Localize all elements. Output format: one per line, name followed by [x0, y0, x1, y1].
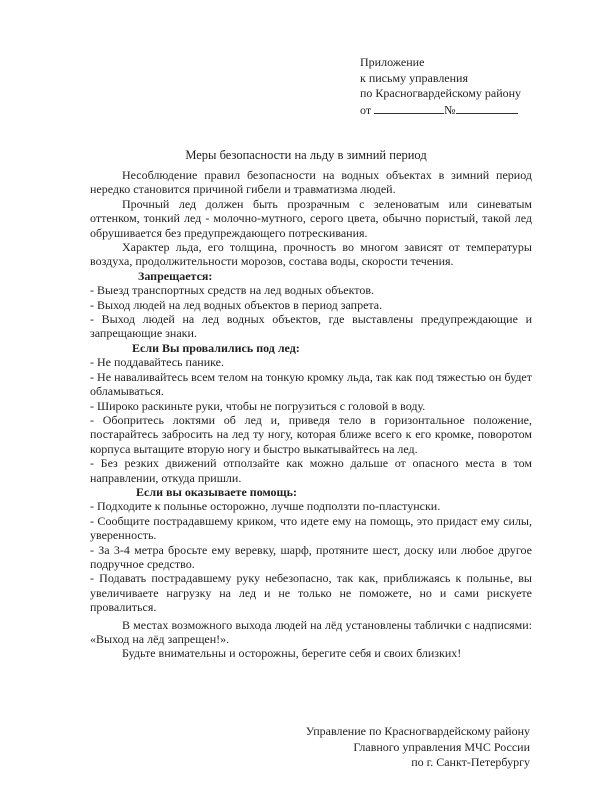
- intro-paragraph-1: Несоблюдение правил безопасности на водных объектах в зимний период нередко становится причиной гибели и травматизма людей.: [90, 168, 532, 197]
- fell-through-heading: Если Вы провалились под лед:: [132, 340, 300, 355]
- appendix-date-line: [360, 102, 600, 119]
- helping-item: - Подавать пострадавшему руку небезопасно, так как, приближаясь к полынье, вы увеличиваете нагрузку на лед и не только не поможете, но и сами рискуете провалиться.: [90, 571, 532, 615]
- document-title: Меры безопасности на льду в зимний период: [185, 148, 427, 162]
- signature-line-2: Главного управления МЧС России: [353, 739, 530, 754]
- intro-paragraph-2: Прочный лед должен быть прозрачным с зеленоватым или синеватым оттенком, тонкий лед - молочно-мутного, серого цвета, обычно пористый, такой лед обрушивается без предупреждающего потрескивания.: [90, 196, 532, 240]
- date-blank: [374, 102, 444, 114]
- signature-block: [306, 724, 530, 771]
- closing-paragraph-1: В местах возможного выхода людей на лёд установлены таблички с надписями: «Выход на лёд запрещен!».: [90, 617, 532, 646]
- number-blank: [456, 102, 518, 114]
- helping-item: - Сообщите пострадавшему криком, что идете ему на помощь, это придаст ему силы, уверенность.: [90, 513, 532, 543]
- intro-paragraph-3: Характер льда, его толщина, прочность во многом зависят от температуры воздуха, продолжительности морозов, состава воды, скорости течения.: [90, 240, 532, 269]
- prohibited-item: - Выход людей на лед водных объектов, где выставлены предупреждающие и запрещающие знаки.: [90, 312, 532, 341]
- appendix-line-1: Приложение: [360, 55, 425, 69]
- date-prefix: от: [360, 102, 372, 117]
- number-sign: №: [444, 102, 456, 117]
- prohibited-heading: Запрещается:: [138, 268, 213, 283]
- helping-item: - За 3-4 метра бросьте ему веревку, шарф, протяните шест, доску или любое другое подручное средство.: [90, 542, 532, 571]
- appendix-line-2: к письму управления: [360, 70, 468, 85]
- fell-through-item: - Без резких движений отползайте как можно дальше от опасного места в том направлении, откуда пришли.: [90, 456, 532, 485]
- document-body: [90, 168, 532, 661]
- prohibited-item: - Выход людей на лед водных объектов в период запрета.: [90, 297, 383, 312]
- fell-through-item: - Широко раскиньте руки, чтобы не погрузиться с головой в воду.: [90, 398, 426, 413]
- fell-through-item: - Не наваливайтесь всем телом на тонкую кромку льда, так как под тяжестью он будет обламываться.: [90, 369, 532, 399]
- helping-item: - Подходите к полынье осторожно, лучше подползти по-пластунски.: [90, 499, 441, 514]
- signature-line-3: по г. Санкт-Петербургу: [411, 755, 530, 769]
- appendix-block: [360, 55, 600, 118]
- closing-paragraph-2: Будьте внимательны и осторожны, берегите себя и своих близких!: [122, 646, 462, 661]
- prohibited-item: - Выезд транспортных средств на лед водных объектов.: [90, 283, 375, 298]
- fell-through-item: - Обопритесь локтями об лед и, приведя тело в горизонтальное положение, постарайтесь забросить на лед ту ногу, которая ближе всего к его кромке, поворотом корпуса вытащите вторую ногу и быстро выкатывайтесь на лед.: [90, 412, 532, 456]
- helping-heading: Если вы оказываете помощь:: [136, 484, 297, 499]
- signature-line-1: Управление по Красногвардейскому району: [305, 724, 530, 738]
- appendix-line-3: по Красногвардейскому району: [360, 86, 522, 100]
- fell-through-item: - Не поддавайтесь панике.: [90, 355, 224, 370]
